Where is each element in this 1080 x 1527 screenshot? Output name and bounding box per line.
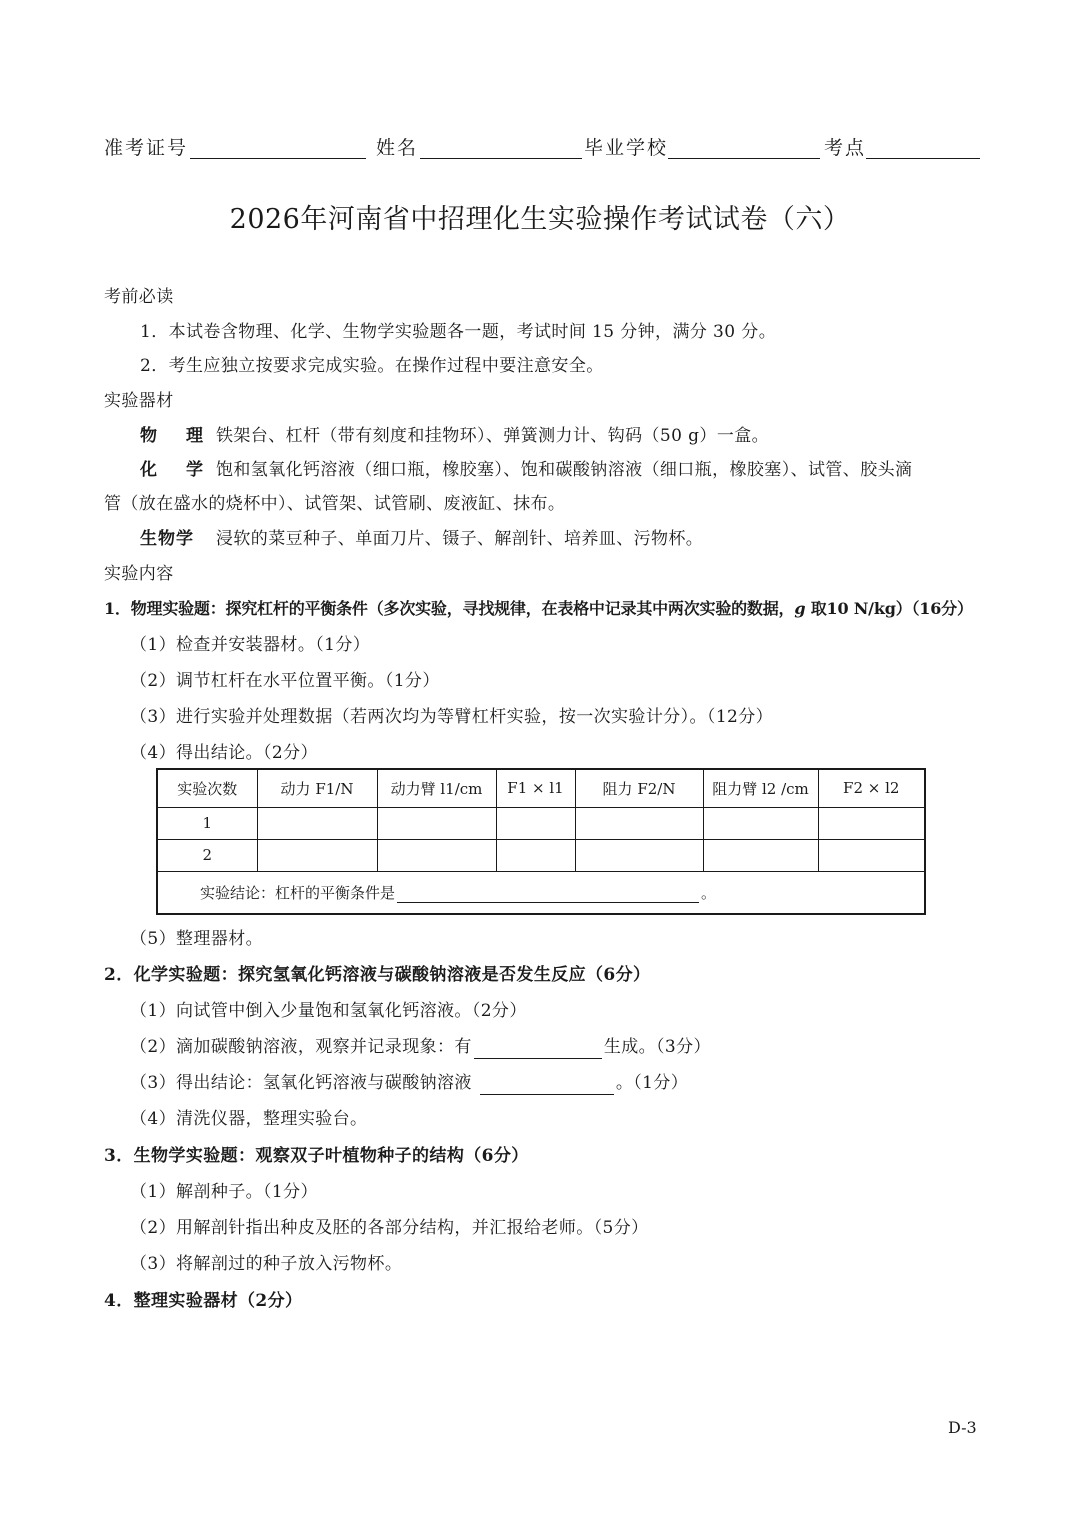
q2-step3-prefix: （3）得出结论：氢氧化钙溶液与碳酸钠溶液 xyxy=(130,1073,472,1093)
q2-step xyxy=(130,1035,711,1059)
table-header: 实验次数 xyxy=(157,769,257,807)
table-header: F1 × l1 xyxy=(496,769,575,807)
table-header: 动力臂 l1/cm xyxy=(377,769,496,807)
q2-step2-prefix: （2）滴加碳酸钠溶液，观察并记录现象：有 xyxy=(130,1037,472,1057)
biology-label: 生物学 xyxy=(140,529,194,549)
table-cell[interactable] xyxy=(496,839,575,871)
content-heading: 实验内容 xyxy=(104,564,174,584)
q1-step: （5）整理器材。 xyxy=(130,929,264,949)
q1-title-part2: 取10 N/kg）（16分） xyxy=(805,599,973,618)
admission-number-label: 准考证号 xyxy=(104,137,189,159)
candidate-info-header xyxy=(104,136,980,162)
chemistry-label: 化 学 xyxy=(140,460,209,480)
chemistry-equipment: 饱和氢氧化钙溶液（细口瓶，橡胶塞）、饱和碳酸钠溶液（细口瓶，橡胶塞）、试管、胶头滴 xyxy=(216,460,913,480)
conclusion-prefix: 实验结论：杠杆的平衡条件是 xyxy=(200,883,396,902)
table-cell[interactable] xyxy=(496,807,575,839)
table-header-row xyxy=(157,769,925,807)
q4-title: 4．整理实验器材（2分） xyxy=(104,1291,303,1311)
q2-step xyxy=(130,1071,688,1095)
table-header: 阻力 F2/N xyxy=(575,769,703,807)
q1-title-part1: 1．物理实验题：探究杠杆的平衡条件（多次实验，寻找规律，在表格中记录其中两次实验的数据， xyxy=(104,599,795,618)
q1-step: （1）检查并安装器材。（1分） xyxy=(130,635,371,655)
table-header: F2 × l2 xyxy=(818,769,925,807)
school-blank xyxy=(668,158,820,159)
conclusion-row xyxy=(157,871,925,914)
trial-number: 2 xyxy=(157,839,257,871)
q2-step: （1）向试管中倒入少量饱和氢氧化钙溶液。（2分） xyxy=(130,1001,527,1021)
table-cell[interactable] xyxy=(703,807,818,839)
q2-step: （4）清洗仪器，整理实验台。 xyxy=(130,1109,368,1129)
table-cell[interactable] xyxy=(575,807,703,839)
conclusion-suffix: 。 xyxy=(701,883,717,902)
q2-title: 2．化学实验题：探究氢氧化钙溶液与碳酸钠溶液是否发生反应（6分） xyxy=(104,965,651,985)
q1-step: （3）进行实验并处理数据（若两次均为等臂杠杆实验，按一次实验计分）。（12分） xyxy=(130,707,774,727)
table-cell[interactable] xyxy=(818,839,925,871)
q1-step: （2）调节杠杆在水平位置平衡。（1分） xyxy=(130,671,440,691)
name-label: 姓名 xyxy=(376,137,419,159)
notice-heading: 考前必读 xyxy=(104,287,174,307)
q2-step3-suffix: 。（1分） xyxy=(615,1073,689,1093)
table-cell[interactable] xyxy=(257,807,377,839)
q3-step: （3）将解剖过的种子放入污物杯。 xyxy=(130,1254,403,1274)
q1-title-g: g xyxy=(794,599,806,618)
equipment-biology xyxy=(140,527,703,551)
reaction-conclusion-blank[interactable] xyxy=(480,1077,614,1095)
notice-item: 2．考生应独立按要求完成实验。在操作过程中要注意安全。 xyxy=(140,356,604,376)
admission-number-blank xyxy=(190,158,366,159)
table-row xyxy=(157,839,925,871)
table-cell[interactable] xyxy=(377,839,496,871)
precipitate-blank[interactable] xyxy=(474,1041,602,1059)
table-row xyxy=(157,807,925,839)
q3-step: （2）用解剖针指出种皮及胚的各部分结构，并汇报给老师。（5分） xyxy=(130,1218,649,1238)
table-cell[interactable] xyxy=(377,807,496,839)
q1-step: （4）得出结论。（2分） xyxy=(130,743,318,763)
exam-site-blank xyxy=(866,158,980,159)
page-number: D-3 xyxy=(948,1418,977,1437)
table-header: 阻力臂 l2 /cm xyxy=(703,769,818,807)
equipment-physics xyxy=(140,424,769,448)
equipment-chemistry xyxy=(140,458,912,482)
notice-item: 1．本试卷含物理、化学、生物学实验题各一题，考试时间 15 分钟，满分 30 分。 xyxy=(140,322,777,342)
conclusion-cell xyxy=(157,871,925,914)
physics-equipment: 铁架台、杠杆（带有刻度和挂物环）、弹簧测力计、钩码（50 g）一盒。 xyxy=(216,426,770,446)
table-cell[interactable] xyxy=(575,839,703,871)
exam-site-label: 考点 xyxy=(824,137,867,159)
name-blank xyxy=(420,158,582,159)
chemistry-equipment-cont: 管（放在盛水的烧杯中）、试管架、试管刷、废液缸、抹布。 xyxy=(104,494,566,514)
q1-title xyxy=(104,597,973,621)
table-cell[interactable] xyxy=(257,839,377,871)
table-cell[interactable] xyxy=(703,839,818,871)
conclusion-blank[interactable] xyxy=(397,885,699,903)
q3-title: 3．生物学实验题：观察双子叶植物种子的结构（6分） xyxy=(104,1146,529,1166)
q2-step2-suffix: 生成。（3分） xyxy=(603,1037,711,1057)
table-cell[interactable] xyxy=(818,807,925,839)
trial-number: 1 xyxy=(157,807,257,839)
school-label: 毕业学校 xyxy=(584,137,669,159)
physics-label: 物 理 xyxy=(140,426,209,446)
q3-step: （1）解剖种子。（1分） xyxy=(130,1182,318,1202)
table-header: 动力 F1/N xyxy=(257,769,377,807)
biology-equipment: 浸软的菜豆种子、单面刀片、镊子、解剖针、培养皿、污物杯。 xyxy=(216,529,704,549)
lever-data-table xyxy=(156,768,926,915)
page-title: 2026年河南省中招理化生实验操作考试试卷（六） xyxy=(229,204,851,235)
equipment-heading: 实验器材 xyxy=(104,391,174,411)
